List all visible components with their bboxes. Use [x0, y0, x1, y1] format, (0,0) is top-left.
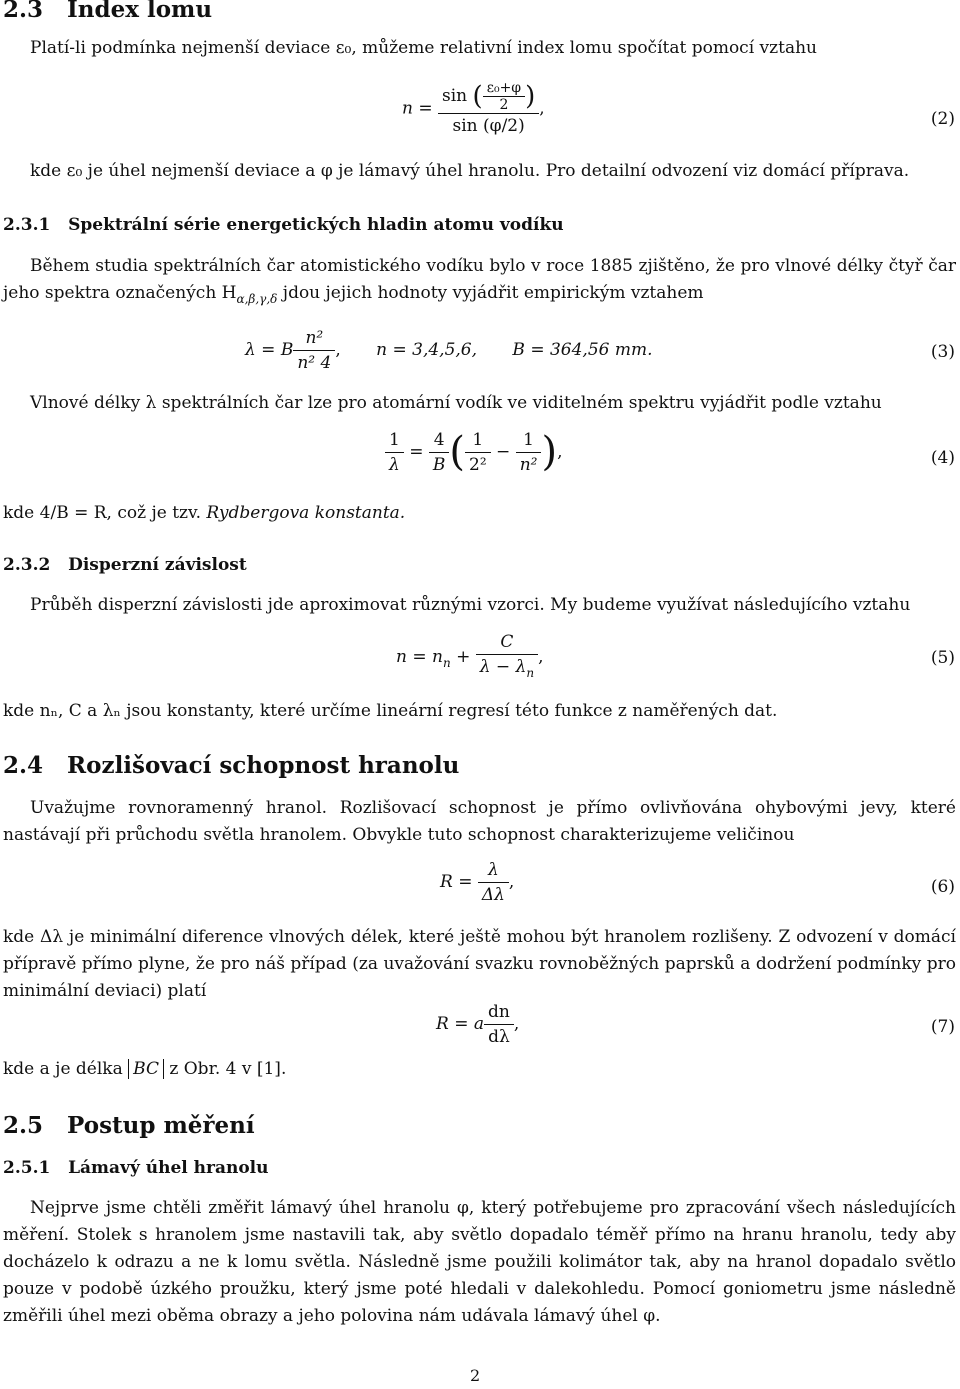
paragraph: Průběh disperzní závislosti jde aproximovat různými vzorci. My budeme využívat následujícího vztahu: [30, 595, 911, 615]
equation-number: (7): [930, 1017, 955, 1037]
denominator: n²: [519, 455, 538, 475]
equation-number: (3): [930, 342, 955, 362]
section-number: 2.3.2: [3, 555, 51, 575]
numerator: C: [476, 630, 538, 655]
equation-number: (6): [930, 877, 955, 897]
paragraph-text: kde a je délka: [3, 1059, 129, 1079]
page-number: 2: [470, 1366, 481, 1385]
fraction: [478, 858, 509, 907]
denominator: sin (φ/2): [452, 116, 525, 136]
fraction: [293, 326, 335, 375]
subscript: n: [526, 666, 535, 680]
denominator: B: [432, 455, 446, 475]
numerator: 1: [516, 428, 542, 453]
subsection-heading-2-3-2: [3, 552, 247, 579]
paragraph: [3, 500, 956, 527]
denominator: n² 4: [297, 353, 332, 373]
equation-lhs: R = a: [436, 1014, 484, 1034]
numerator: dn: [484, 1000, 514, 1025]
section-heading-2-4: [3, 752, 459, 779]
minus-sign: −: [496, 442, 511, 462]
equation-2: [402, 80, 545, 138]
section-number: 2.5: [3, 1112, 44, 1139]
paragraph: kde Δλ je minimální diference vlnových délek, které ještě mohou být hranolem rozlišeny. Z odvození v domácí přípravě přímo plyne, že pro náš případ (za uvažování svazku rovnoběžných paprsků a dodržení podmínky pro minimální deviaci) platí: [3, 927, 956, 1001]
fraction: [465, 428, 491, 477]
emphasis-text: Rydbergova konstanta.: [206, 503, 406, 523]
equation-number: (4): [930, 448, 955, 468]
denominator: 2²: [469, 455, 487, 475]
segment-label: BC: [128, 1059, 164, 1079]
equation-lhs: n = n: [396, 647, 443, 667]
section-title: Lámavý úhel hranolu: [68, 1158, 269, 1178]
numerator: n²: [293, 326, 335, 351]
equals-sign: =: [409, 442, 424, 462]
denominator: dλ: [488, 1027, 510, 1047]
denominator-text: λ − λ: [479, 657, 527, 677]
equation-lhs: n =: [402, 98, 433, 119]
inner-numerator: ε₀+φ: [483, 80, 525, 97]
section-title: Postup měření: [67, 1112, 255, 1139]
fraction: [516, 428, 542, 477]
subsection-heading-2-3-1: [3, 212, 564, 239]
paragraph: kde ε₀ je úhel nejmenší deviace a φ je lámavý úhel hranolu. Pro detailní odvození viz domácí příprava.: [30, 161, 910, 181]
numerator: 4: [429, 428, 450, 453]
paragraph: Platí-li podmínka nejmenší deviace ε₀, můžeme relativní index lomu spočítat pomocí vztahu: [30, 38, 817, 58]
paragraph-text: kde 4/B = R, což je tzv.: [3, 503, 207, 523]
punctuation: ,: [538, 647, 544, 667]
paragraph: Uvažujme rovnoramenný hranol. Rozlišovací schopnost je přímo ovlivňována ohybovými jevy, které nastávají při průchodu světla hranolem. Obvykle tuto schopnost charakterizujeme veličinou: [3, 798, 956, 845]
equation-4: $\frac{1}{\lambda}$ = $\frac{4}{B}$ ( $\frac{1}{\text{2²}}$ − $\frac{1}{\text{n²}}$ ),: [385, 428, 562, 477]
subscript: n: [442, 656, 451, 670]
equation-lhs: λ = B: [245, 340, 294, 360]
paragraph: Nejprve jsme chtěli změřit lámavý úhel hranolu φ, který potřebujeme pro zpracování všech následujících měření. Stolek s hranolem jsme nastavili tak, aby světlo dopadalo téměř přímo na hranu hranolu, tedy aby docházelo k odrazu a ne k lomu světla. Následně jsme použili kolimátor tak, aby na hranol dopadalo světlo pouze v podobě úzkého proužku, který jsme poté hledali v dalekohledu. Pomocí goniometru jsme následně změřili úhel mezi oběma obrazy a jeho polovina nám udávala lámavý úhel φ.: [3, 1198, 956, 1326]
fraction: [476, 630, 538, 685]
fraction: [429, 428, 450, 477]
section-title: Disperzní závislost: [68, 555, 247, 575]
denominator: [476, 655, 538, 685]
denominator: λ: [389, 455, 400, 475]
paragraph: kde nₙ, C a λₙ jsou konstanty, které určíme lineární regresí této funkce z naměřených dat.: [3, 701, 778, 721]
plus-sign: +: [456, 647, 471, 667]
equation-5: [396, 630, 544, 685]
sin-fn: sin: [442, 86, 468, 106]
equation-7: [436, 1000, 519, 1049]
equation-lhs: R =: [440, 872, 473, 892]
numerator: 1: [385, 428, 404, 453]
n-values: n = 3,4,5,6,: [376, 340, 478, 360]
subscript: α,β,γ,δ: [236, 292, 278, 306]
fraction: [484, 1000, 514, 1049]
section-heading-2-5: [3, 1112, 255, 1139]
section-number: 2.3: [3, 0, 44, 23]
inner-denominator: 2: [499, 97, 509, 113]
fraction: [438, 80, 539, 138]
paragraph-text: jdou jejich hodnoty vyjádřit empirickým vztahem: [277, 283, 704, 303]
numerator: 1: [465, 428, 491, 453]
b-value: B = 364,56 mm.: [512, 340, 653, 360]
section-number: 2.5.1: [3, 1158, 51, 1178]
section-number: 2.4: [3, 752, 44, 779]
subsection-heading-2-5-1: [3, 1155, 269, 1182]
equation-3: λ = B $\frac{\text{n²}}{\text{n² 4}}$ , n = 3,4,5,6, B = 364,56 mm.: [245, 328, 653, 373]
section-title: Rozlišovací schopnost hranolu: [67, 752, 460, 779]
punctuation: ,: [539, 98, 545, 119]
numerator: sin ( $\frac{\text{ε₀+φ}}{2}$ ): [438, 80, 539, 114]
equation-number: (5): [930, 648, 955, 668]
section-heading-2-3: [3, 0, 212, 23]
section-title: Spektrální série energetických hladin atomu vodíku: [68, 215, 564, 235]
paragraph: Vlnové délky λ spektrálních čar lze pro atomární vodík ve viditelném spektru vyjádřit podle vztahu: [30, 393, 882, 413]
punctuation: ,: [557, 442, 563, 462]
denominator: Δλ: [481, 885, 505, 905]
punctuation: ,: [508, 872, 515, 892]
section-title: Index lomu: [67, 0, 213, 23]
paragraph-text: Během studia spektrálních čar atomistického vodíku bylo v roce 1885 zjištěno, že pro vlnové délky čtyř čar jeho spektra označených H: [3, 256, 956, 303]
equation-number: (2): [930, 109, 955, 129]
paragraph-text: z Obr. 4 v [1].: [163, 1059, 287, 1079]
section-number: 2.3.1: [3, 215, 51, 235]
fraction: [385, 428, 404, 477]
paragraph: [3, 1056, 956, 1083]
equation-6: [440, 858, 514, 907]
numerator: λ: [478, 858, 509, 883]
punctuation: ,: [513, 1014, 520, 1034]
paragraph: [3, 253, 956, 313]
